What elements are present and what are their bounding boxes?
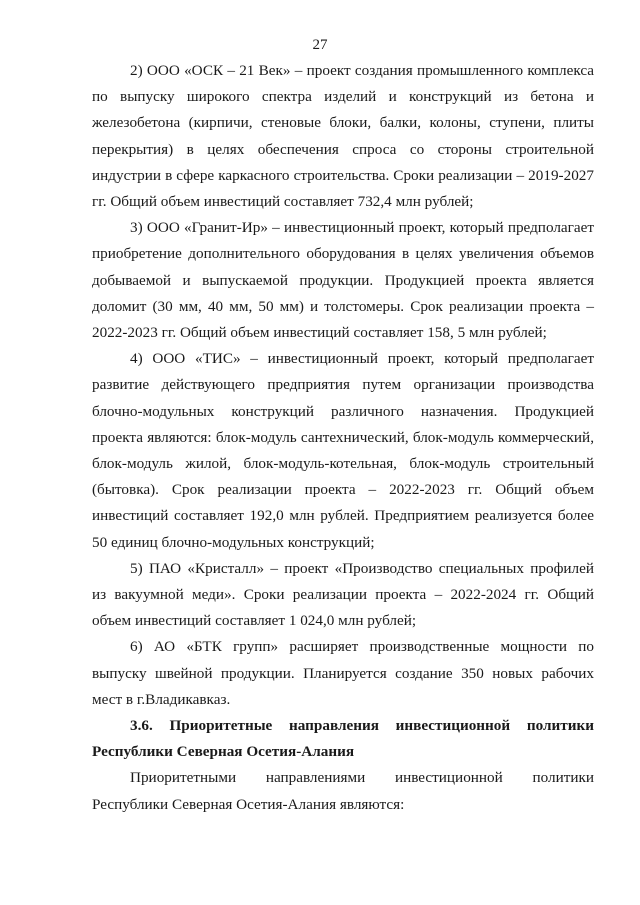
paragraph-btk-group: 6) АО «БТК групп» расширяет производственные мощности по выпуску швейной продукции. Планируется создание 350 новых рабочих мест в г.Владикавказ. [92, 638, 594, 708]
paragraph-osk: 2) ООО «ОСК – 21 Век» – проект создания промышленного комплекса по выпуску широкого спектра изделий и конструкций из бетона и железобетона (кирпичи, стеновые блоки, балки, колоны, ступени, плиты перекрытия) в целях обеспечения спроса со стороны строительной индустрии в сфере каркасного строительства. Сроки реализации – 2019-2027 гг. Общий объем инвестиций составляет 732,4 млн рублей; [92, 62, 594, 211]
section-heading: 3.6. Приоритетные направления инвестиционной политики Республики Северная Осетия-Алания [92, 717, 594, 761]
paragraph-priorities-intro: Приоритетными направлениями инвестиционной политики Республики Северная Осетия-Алания являются: [92, 769, 594, 813]
paragraph-tis: 4) ООО «ТИС» – инвестиционный проект, который предполагает развитие действующего предприятия путем организации производства блочно-модульных конструкций различного назначения. Продукцией проекта являются: блок-модуль сантехнический, блок-модуль коммерческий, блок-модуль жилой, блок-модуль-котельная, блок-модуль строительный (бытовка). Срок реализации проекта – 2022-2023 гг. Общий объем инвестиций составляет 192,0 млн рублей. Предприятием реализуется более 50 единиц блочно-модульных конструкций; [92, 350, 594, 551]
page-content [92, 58, 594, 818]
page-number: 27 [312, 37, 328, 53]
paragraph-kristall: 5) ПАО «Кристалл» – проект «Производство специальных профилей из вакуумной меди». Сроки реализации проекта – 2022-2024 гг. Общий объем инвестиций составляет 1 024,0 млн рублей; [92, 559, 594, 630]
paragraph-granit-ir: 3) ООО «Гранит-Ир» – инвестиционный проект, который предполагает приобретение дополнительного оборудования в целях увеличения объемов добываемой и выпускаемой продукции. Продукцией проекта является доломит (30 мм, 40 мм, 50 мм) и толстомеры. Срок реализации проекта – 2022-2023 гг. Общий объем инвестиций составляет 158, 5 млн рублей; [92, 219, 594, 342]
